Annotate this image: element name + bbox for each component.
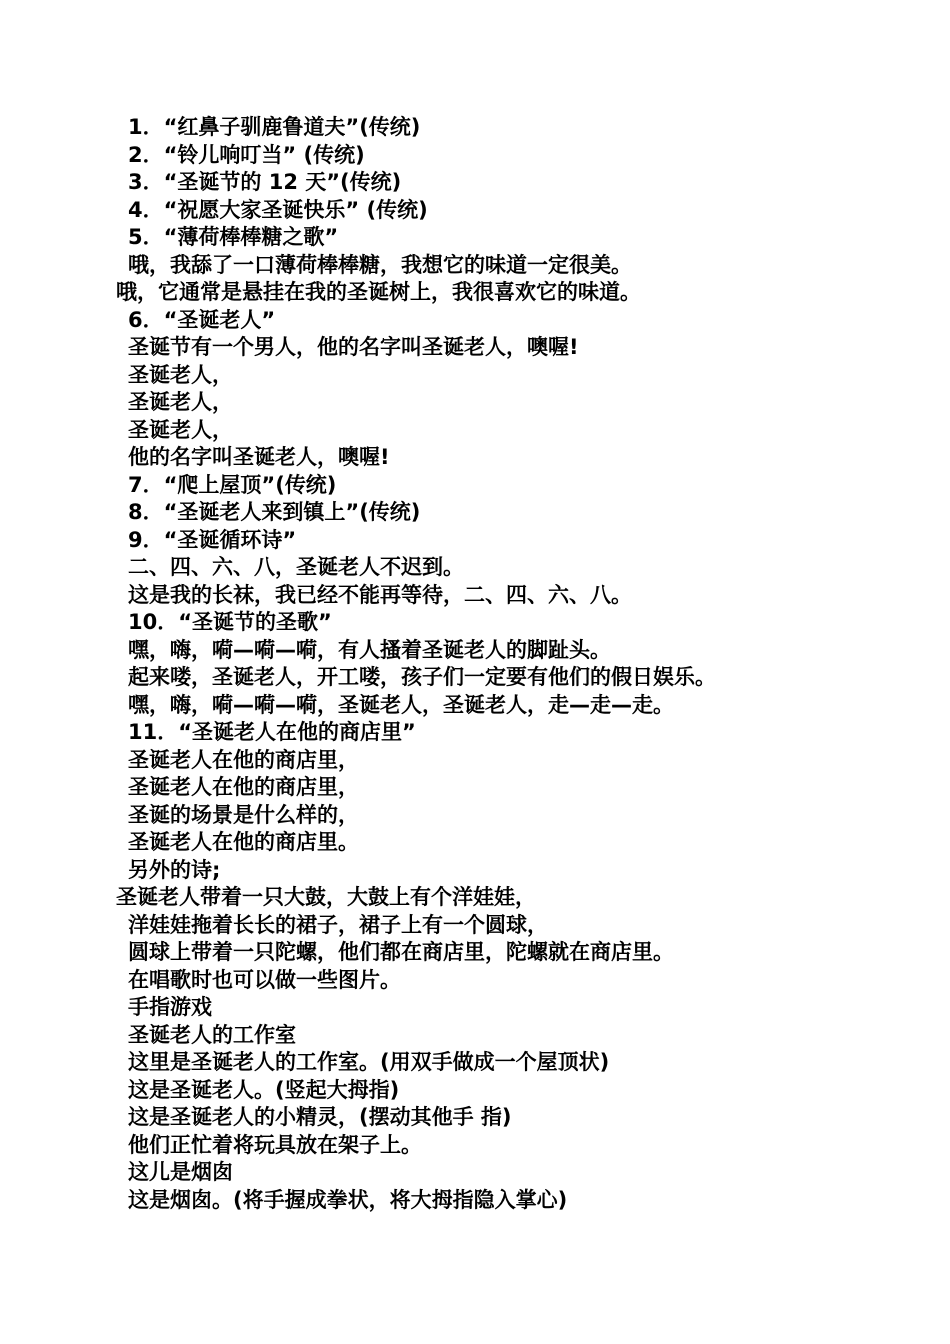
lyric-line: 哦，我舔了一口薄荷棒棒糖，我想它的味道一定很美。 xyxy=(128,252,632,277)
lyric-line: 圣诞老人， xyxy=(128,417,233,442)
lyric-line: 圣诞老人在他的商店里。 xyxy=(128,830,359,854)
lyric-line: 圣诞节有一个男人，他的名字叫圣诞老人，噢喔! xyxy=(128,335,579,359)
lyric-line: 二、四、六、八，圣诞老人不迟到。 xyxy=(128,555,464,579)
song-title-8: 8．“圣诞老人来到镇上”(传统) xyxy=(128,500,421,524)
lyric-line: 起来喽，圣诞老人，开工喽，孩子们一定要有他们的假日娱乐。 xyxy=(128,665,716,689)
instruction-line: 这里是圣诞老人的工作室。(用双手做成一个屋顶状) xyxy=(128,1050,610,1074)
song-title-3: 3．“圣诞节的 12 天”(传统) xyxy=(128,170,402,194)
instruction-line: 这儿是烟囱 xyxy=(128,1160,233,1184)
lyric-line: 圆球上带着一只陀螺，他们都在商店里，陀螺就在商店里。 xyxy=(128,940,674,964)
section-heading: 圣诞老人的工作室 xyxy=(128,1022,296,1047)
instruction-line: 他们正忙着将玩具放在架子上。 xyxy=(128,1132,422,1157)
lyric-line: 哦，它通常是悬挂在我的圣诞树上，我很喜欢它的味道。 xyxy=(116,280,641,304)
song-title-4: 4．“祝愿大家圣诞快乐” (传统) xyxy=(128,197,428,222)
section-heading: 另外的诗; xyxy=(128,857,221,882)
document-page xyxy=(0,114,950,1214)
song-title-1: 1．“红鼻子驯鹿鲁道夫”(传统) xyxy=(128,115,421,139)
song-title-2: 2．“铃儿响叮当” (传统) xyxy=(128,142,365,167)
lyric-line: 圣诞老人， xyxy=(128,362,233,387)
song-title-7: 7．“爬上屋顶”(传统) xyxy=(128,472,337,497)
lyric-line: 圣诞老人在他的商店里， xyxy=(128,775,359,799)
song-title-10: 10．“圣诞节的圣歌” xyxy=(128,610,332,634)
instruction-line: 这是烟囱。(将手握成拳状，将大拇指隐入掌心) xyxy=(128,1187,568,1212)
instruction-line: 这是圣诞老人的小精灵，(摆动其他手 指) xyxy=(128,1105,512,1129)
lyric-line: 圣诞老人带着一只大鼓，大鼓上有个洋娃娃， xyxy=(116,885,536,909)
lyric-line: 嘿，嗨，嗬—嗬—嗬，圣诞老人，圣诞老人，走—走—走。 xyxy=(128,692,674,717)
lyric-line: 这是我的长袜，我已经不能再等待，二、四、六、八。 xyxy=(128,582,632,607)
lyric-line: 圣诞老人在他的商店里， xyxy=(128,747,359,772)
lyric-line: 圣诞老人， xyxy=(128,390,233,414)
section-heading: 手指游戏 xyxy=(128,995,212,1019)
song-title-11: 11．“圣诞老人在他的商店里” xyxy=(128,720,416,744)
song-title-5: 5．“薄荷棒棒糖之歌” xyxy=(128,225,339,249)
song-title-6: 6．“圣诞老人” xyxy=(128,307,276,332)
lyric-line: 他的名字叫圣诞老人，噢喔! xyxy=(128,445,390,469)
song-title-9: 9．“圣诞循环诗” xyxy=(128,527,297,552)
instruction-line: 这是圣诞老人。(竖起大拇指) xyxy=(128,1077,400,1102)
body-line: 在唱歌时也可以做一些图片。 xyxy=(128,967,401,992)
lyric-line: 洋娃娃拖着长长的裙子，裙子上有一个圆球， xyxy=(128,912,548,937)
lyric-line: 嘿，嗨，嗬—嗬—嗬，有人搔着圣诞老人的脚趾头。 xyxy=(128,637,611,662)
lyric-line: 圣诞的场景是什么样的， xyxy=(128,802,359,827)
